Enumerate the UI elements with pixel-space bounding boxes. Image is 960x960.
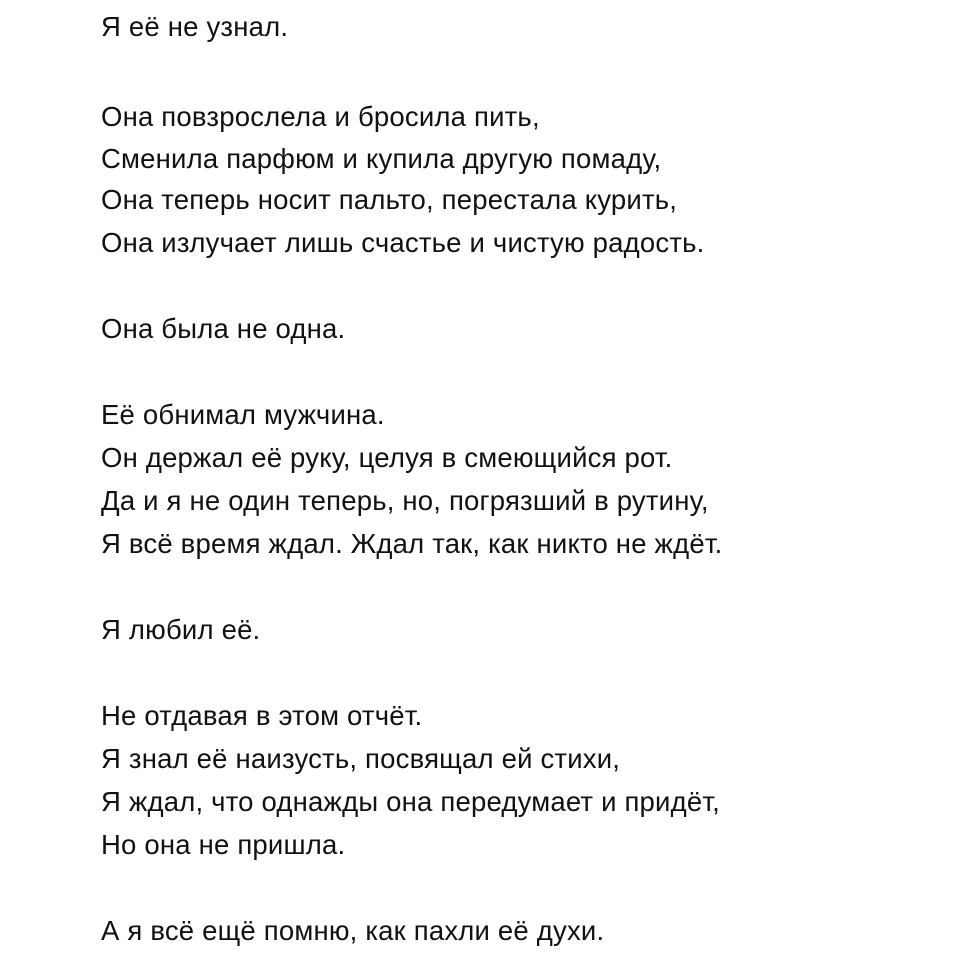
poem-line: Я её не узнал.: [101, 11, 289, 42]
poem-line: Я любил её.: [101, 614, 261, 645]
poem-line: Я ждал, что однажды она передумает и придёт,: [101, 786, 720, 817]
poem-line: А я всё ещё помню, как пахли её духи.: [101, 915, 605, 946]
poem-line: Не отдавая в этом отчёт.: [101, 700, 423, 731]
poem-line: Она была не одна.: [101, 313, 346, 344]
poem-line: Я знал её наизусть, посвящал ей стихи,: [101, 743, 621, 774]
poem-line: Но она не пришла.: [101, 829, 346, 860]
poem-line: Да и я не один теперь, но, погрязший в рутину,: [101, 485, 709, 516]
poem-line: Она излучает лишь счастье и чистую радость.: [101, 227, 705, 258]
poem-line: Она повзрослела и бросила пить,: [101, 101, 540, 132]
poem-line: Я всё время ждал. Ждал так, как никто не ждёт.: [101, 528, 723, 559]
poem-line: Её обнимал мужчина.: [101, 399, 385, 430]
poem-line: Он держал её руку, целуя в смеющийся рот.: [101, 442, 673, 473]
poem-line: Сменила парфюм и купила другую помаду,: [101, 143, 662, 174]
poem-line: Она теперь носит пальто, перестала курить,: [101, 184, 678, 215]
